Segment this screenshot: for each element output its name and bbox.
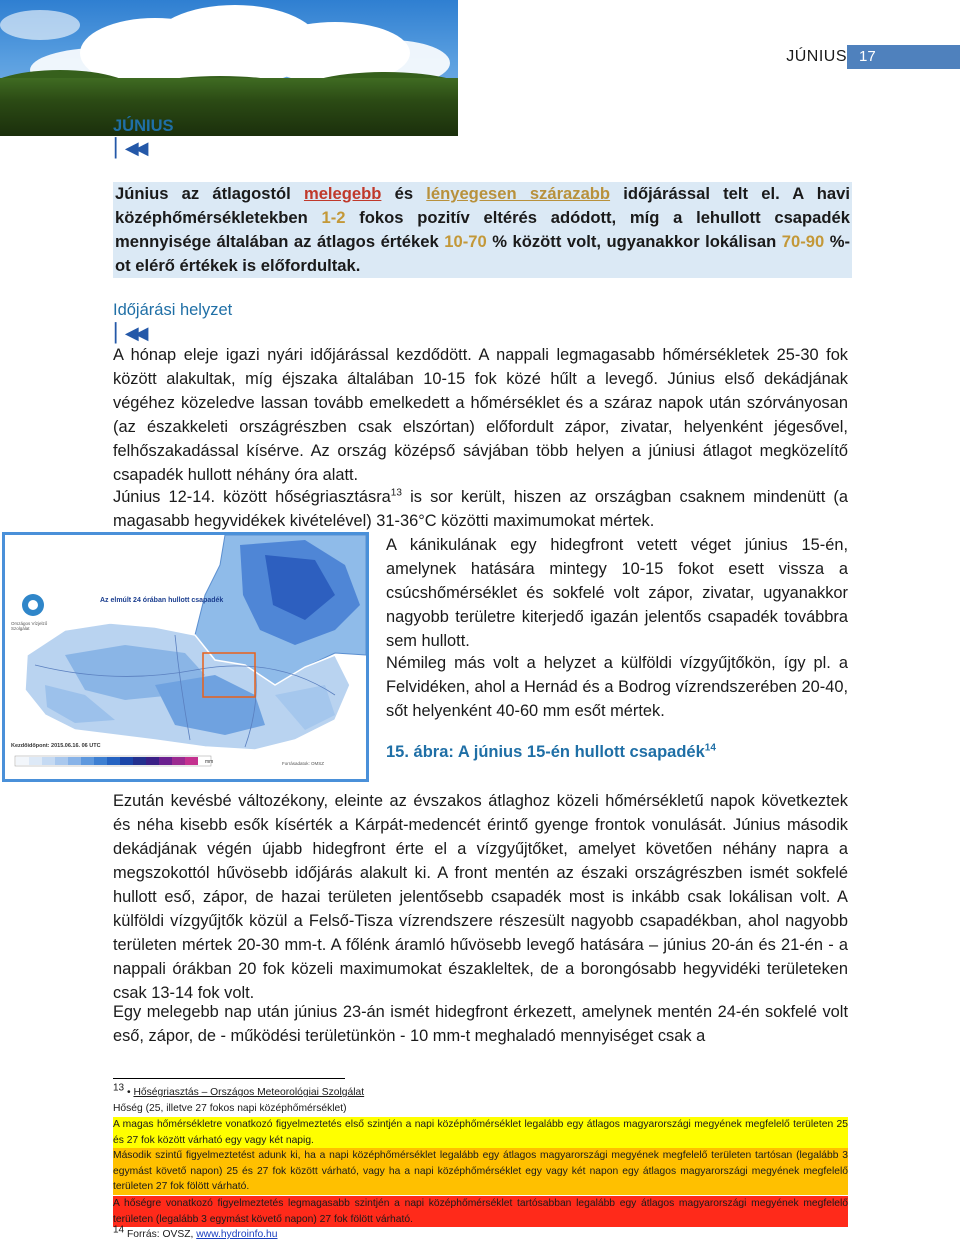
map-source: Forrásadatok: OMSZ bbox=[282, 761, 325, 766]
link-melegebb[interactable]: melegebb bbox=[303, 184, 382, 203]
legend-swatch bbox=[146, 757, 159, 765]
legend-swatch bbox=[107, 757, 120, 765]
legend-swatch bbox=[185, 757, 198, 765]
legend-swatch bbox=[55, 757, 68, 765]
weather-paragraph-2: Június 12-14. között hőségriasztásra$^{13}$ is sor került, hiszen az országban csaknem mindenütt (a magasabb hegyvidékek kivételével) 31-36°C közötti maximumokat mértek. bbox=[113, 487, 848, 530]
weather-paragraph-1: A hónap eleje igazi nyári időjárással kezdődött. A nappali legmagasabb hőmérsékletek 25-30 fok között alakultak, míg éjszaka általában 10-15 fok közé hűlt a levegő. Június első dekádjának végéhez közeledve lassan tovább emelkedett a hőmérséklet és a száraz napok után szórványosan (az északkeleti országrészben csak elszórtan) előfordult zápor, zivatar, helyenként jégesővel, felhőszakadással kísérve. Az ország középső sávjában több helyen a júniusi átlagot megközelítő csapadék hullott néhány óra alatt. bbox=[113, 346, 848, 484]
header-photo bbox=[0, 0, 458, 136]
month-summary: Június az átlagostól melegebb és lényegesen szárazabb időjárással telt el. A havi középhőmérsékletekben 1-2 fokos pozitív eltérés adódott, míg a lehullott csapadék mennyisége általában az átlagos értékek 10-70 % között volt, ugyanakkor lokálisan 70-90 %-ot elérő értékek is előfordultak. bbox=[113, 182, 852, 278]
map-legend bbox=[16, 757, 198, 765]
legend-swatch bbox=[68, 757, 81, 765]
legend-swatch bbox=[42, 757, 55, 765]
section-title: JÚNIUS bbox=[113, 117, 174, 135]
map-start-time: Kezdőidőpont: 2015.06.16. 06 UTC bbox=[11, 743, 101, 749]
footnote-13-title: $^{13}$ • Hőségriasztás – Országos Meteorológiai Szolgálat bbox=[113, 1082, 365, 1098]
warning-level-3: A hőségre vonatkozó figyelmeztetés legmagasabb szintjén a napi középhőmérséklet tartósabban legalább egy átlagos magyarországi megyének megfelelő területen (legalább 3 egymást követő napon) 27 fok fölött várható. bbox=[113, 1196, 848, 1227]
first-page-icon[interactable]: ▏◀◀ bbox=[115, 323, 145, 343]
legend-swatch bbox=[133, 757, 146, 765]
legend-swatch bbox=[94, 757, 107, 765]
weather-paragraph-4: Némileg más volt a helyzet a külföldi vízgyűjtőkön, így pl. a Felvidéken, ahol a Hernád és a Bodrog vízrendszerében 20-40, sőt helyenként 40-60 mm esőt mértek. bbox=[386, 654, 848, 720]
weather-paragraph-6: Egy melegebb nap után június 23-án ismét hidegfront érkezett, amelynek mentén 24-én sokfelé volt eső, zápor, de - működési területünkön - 10 mm-t meghaladó mennyiséget csak a bbox=[113, 1003, 848, 1045]
page-number: 17 bbox=[847, 45, 960, 69]
figure-caption: 15. ábra: A június 15-én hullott csapadék$^{14}$ bbox=[386, 742, 716, 761]
weather-heading: Időjárási helyzet bbox=[113, 301, 233, 319]
first-page-icon[interactable]: ▏◀◀ bbox=[115, 138, 145, 158]
running-title: JÚNIUS bbox=[786, 48, 847, 65]
footnote-13-subtitle: Hőség (25, illetve 27 fokos napi középhőmérséklet) bbox=[113, 1103, 347, 1114]
warning-level-2: Második szintű figyelmeztetést adunk ki, ha a napi középhőmérséklet legalább egy átlagos magyarországi megyének megfelelő területen tartósan (legalább 3 egymást követő napon) 25 és 27 fok között várható, vagy ha a napi középhőmérséklet egy vagy két napon egy átlagos magyarországi megyének megfelelő területen 27 fok fölött várható. bbox=[113, 1148, 848, 1195]
hydroinfo-link[interactable]: www.hydroinfo.hu bbox=[196, 1229, 278, 1240]
footnote-separator bbox=[113, 1078, 345, 1079]
weather-paragraph-3: A kánikulának egy hidegfront vetett véget június 15-én, amelynek hatására mintegy 10-15 fokot esett vissza a csúcshőmérséklet és sokfelé volt zápor, zivatar, ugyanakkor nagyobb területre kiterjedő igazán jelentős csapadék továbbra sem hullott. bbox=[386, 536, 848, 650]
link-szarazabb[interactable]: lényegesen szárazabb bbox=[426, 184, 611, 203]
weather-paragraph-5: Ezután kevésbé változékony, eleinte az évszakos átlaghoz közeli hőmérsékletű napok következtek és néha kisebb esők kísérték a Kárpát-medencét érintő gyenge frontok vonulását. Június második dekádjának végén újabb hidegfront érte el a vízgyűjtőket, amelyet követően néhány napra a megszokottól hűvösebb időjárás alakult ki. A front mentén az északi országrészben ismét sokfelé hullott eső, zápor, de hazai területen jelentősebb csapadék most is inkább csak lokálisan volt. A külföldi vízgyűjtők közül a Felső-Tisza vízrendszere részesült nagyobb csapadékban, ahol nagyobb területen mértek 20-30 mm-t. A főlénk áramló hűvösebb levegő hatására – június 20-án és 21-én - a nappali órákban 20 fok közeli maximumokat északleltek, de a borongósabb hegyvidéki területeken csak 13-14 fok volt. bbox=[113, 792, 848, 1002]
map-organization: Országos Vízjelző Szolgálat bbox=[11, 621, 48, 631]
precipitation-map bbox=[2, 532, 369, 782]
warning-level-1: A magas hőmérsékletre vonatkozó figyelmeztetés első szintjén a napi középhőmérséklet legalább egy átlagos magyarországi megyének megfelelő területen 25 és 27 fok között várható egy vagy két napig. bbox=[113, 1117, 848, 1148]
footnote-14: $^{14}$ Forrás: OVSZ, www.hydroinfo.hu bbox=[113, 1224, 278, 1240]
legend-swatch bbox=[16, 757, 29, 765]
legend-swatch bbox=[29, 757, 42, 765]
map-title: Az elmúlt 24 órában hullott csapadék bbox=[100, 597, 224, 604]
legend-swatch bbox=[159, 757, 172, 765]
legend-swatch bbox=[81, 757, 94, 765]
map-unit: mm bbox=[205, 759, 214, 765]
footnote-13-link[interactable]: Hőségriasztás – Országos Meteorológiai Szolgálat bbox=[133, 1087, 365, 1098]
legend-swatch bbox=[172, 757, 185, 765]
legend-swatch bbox=[120, 757, 133, 765]
